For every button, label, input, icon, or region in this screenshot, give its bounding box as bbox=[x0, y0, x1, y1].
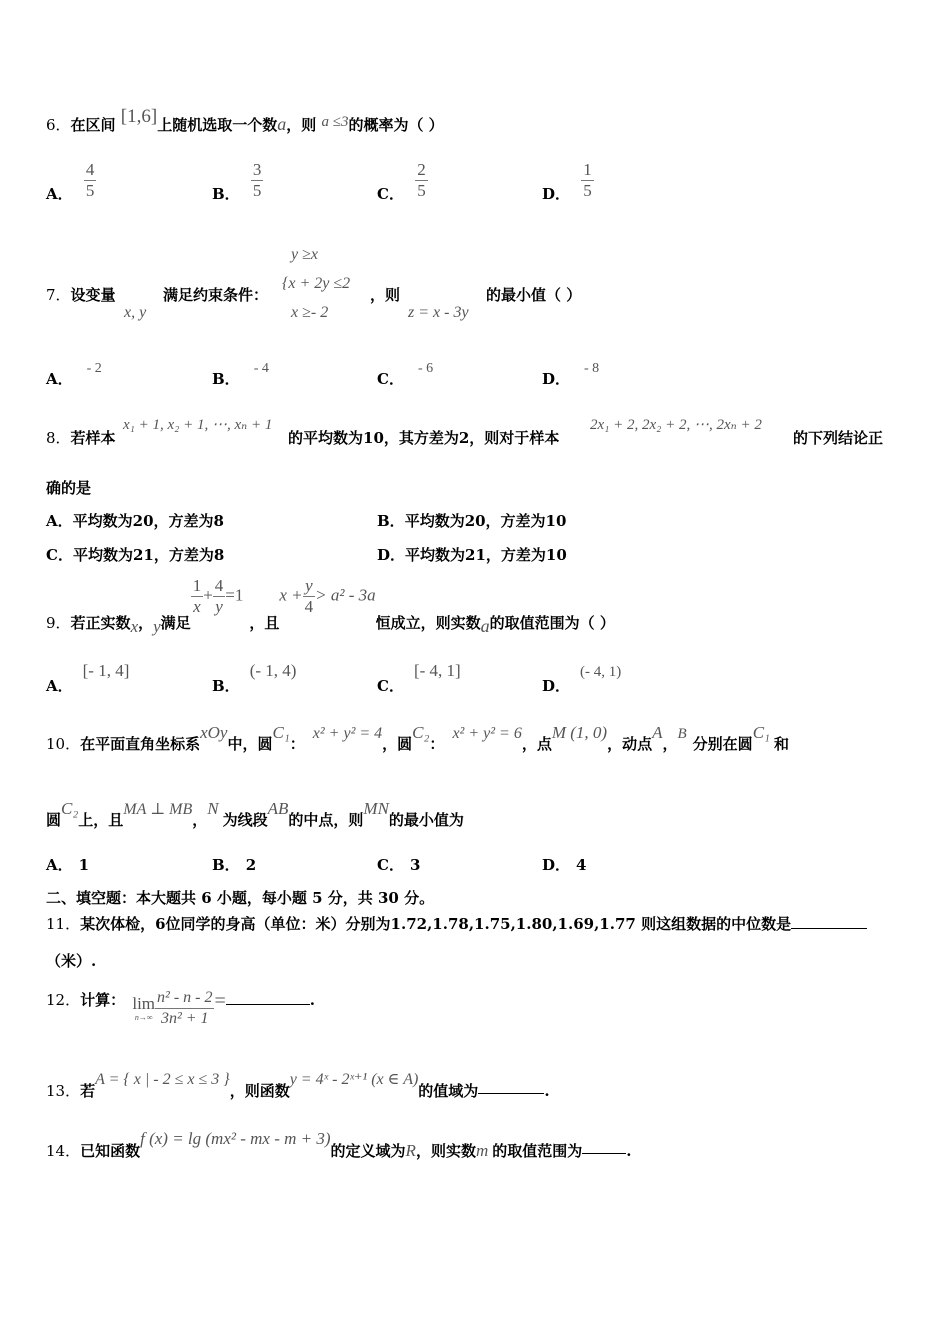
question-10-line-1: 10．在平面直角坐标系xOy中，圆C₁：x² + y² = 4，圆C₂：x² + y² = 6，点M (1, 0)，动点A，B分别在圆C₁和 bbox=[46, 723, 789, 753]
limit-operator: lim n→∞ bbox=[132, 994, 156, 1022]
q6-option-c[interactable]: C． $\frac{2}{5}$ bbox=[377, 160, 426, 203]
question-14: 14．已知函数f (x) = lg (mx² - mx - m + 3)的定义域为R，则实数m 的取值范围为 . bbox=[46, 1129, 632, 1160]
q9-option-d[interactable]: D．(- 4, 1) bbox=[542, 664, 622, 695]
q7-option-b[interactable]: B．- 4 bbox=[212, 361, 269, 388]
question-10-line-2: 圆C₂上，且MA ⊥ MB，N为线段AB的中点，则MN的最小值为 bbox=[46, 799, 464, 829]
fraction: $\frac{2}{5}$ bbox=[417, 160, 426, 200]
answer-blank[interactable] bbox=[226, 992, 310, 1005]
q10-option-b[interactable]: B． 2 bbox=[212, 856, 257, 874]
objective-function: z = x - 3y bbox=[408, 304, 469, 321]
answer-blank[interactable] bbox=[478, 1081, 544, 1094]
math-condition: a ≤3 bbox=[321, 114, 349, 130]
q10-option-c[interactable]: C． 3 bbox=[377, 856, 421, 874]
question-number: 8． bbox=[46, 429, 71, 447]
question-number: 11． bbox=[46, 915, 81, 933]
q9-option-a[interactable]: A．[- 1, 4] bbox=[46, 661, 130, 695]
sample-1: x₁ + 1, x₂ + 1, ⋯, xₙ + 1 bbox=[123, 417, 273, 433]
fraction: $\frac{4}{5}$ bbox=[85, 160, 95, 200]
fraction-4-over-y: $\frac{4}{y}$ bbox=[214, 576, 224, 616]
q7-option-c[interactable]: C．- 6 bbox=[377, 361, 434, 388]
question-number: 9． bbox=[46, 613, 71, 632]
question-12: 12．计算： lim n→∞ $\frac{\text{n² - n - 2}}{\text{3n² + 1}}$ = . bbox=[46, 989, 315, 1027]
question-11: 11．某次体检，6位同学的身高（单位：米）分别为1.72,1.78,1.75,1.80,1.69,1.77 则这组数据的中位数是 bbox=[46, 913, 867, 934]
q8-option-c[interactable]: C．平均数为21，方差为8 bbox=[46, 546, 225, 564]
question-number: 13． bbox=[46, 1082, 81, 1100]
fraction-1-over-x: $\frac{1}{x}$ bbox=[192, 576, 202, 616]
function-expression: y = 4ˣ - 2ˣ⁺¹ (x ∈ A) bbox=[289, 1071, 419, 1088]
q6-option-a[interactable]: A． $\frac{4}{5}$ bbox=[46, 160, 95, 203]
question-number: 7． bbox=[46, 286, 71, 304]
q8-option-b[interactable]: B．平均数为20，方差为10 bbox=[377, 512, 567, 530]
function-expression: f (x) = lg (mx² - mx - m + 3) bbox=[140, 1129, 331, 1148]
fraction-y-over-4: $\frac{y}{4}$ bbox=[304, 576, 314, 616]
constraint-3: x ≥- 2 bbox=[291, 304, 329, 321]
q8-option-d[interactable]: D．平均数为21，方差为10 bbox=[377, 546, 567, 564]
question-6: 6．在区间 [1,6]上随机选取一个数a，则 a ≤3的概率为（ ） bbox=[46, 106, 444, 134]
q9-option-c[interactable]: C．[- 4, 1] bbox=[377, 661, 461, 695]
question-number: 14． bbox=[46, 1142, 81, 1160]
q7-option-a[interactable]: A．- 2 bbox=[46, 361, 102, 388]
math-var: a bbox=[277, 114, 287, 134]
question-number: 6． bbox=[46, 116, 71, 134]
set-definition: A = { x | - 2 ≤ x ≤ 3 } bbox=[95, 1071, 230, 1088]
q10-option-d[interactable]: D． 4 bbox=[542, 856, 587, 874]
answer-blank[interactable] bbox=[791, 914, 867, 929]
question-9: 9．若正实数x，y满足 $\frac{1}{x}$ + $\frac{4}{y}$ =1，且x + $\frac{y}{4}$ > a² - 3a恒成立，则实数a的取值范围为（ ） bbox=[46, 576, 615, 636]
question-7: 7．设变量 bbox=[46, 286, 116, 304]
answer-blank[interactable] bbox=[582, 1141, 626, 1154]
fraction-limit: $\frac{\text{n² - n - 2}}{\text{3n² + 1}}$ bbox=[157, 989, 213, 1027]
math-interval: [1,6] bbox=[120, 106, 158, 127]
math-vars: x, y bbox=[124, 304, 147, 321]
question-8: 8．若样本 bbox=[46, 429, 116, 447]
constraint-1: y ≥x bbox=[291, 246, 318, 263]
question-13: 13．若A = { x | - 2 ≤ x ≤ 3 }，则函数y = 4ˣ - 2ˣ⁺¹ (x ∈ A)的值域为 . bbox=[46, 1071, 550, 1100]
sample-2: 2x₁ + 2, 2x₂ + 2, ⋯, 2xₙ + 2 bbox=[590, 417, 762, 433]
q9-option-b[interactable]: B．(- 1, 4) bbox=[212, 661, 297, 695]
q10-option-a[interactable]: A． 1 bbox=[46, 856, 90, 874]
q6-option-b[interactable]: B． $\frac{3}{5}$ bbox=[212, 160, 262, 203]
fraction: $\frac{1}{5}$ bbox=[583, 160, 592, 200]
q7-option-d[interactable]: D．- 8 bbox=[542, 361, 600, 388]
fraction: $\frac{3}{5}$ bbox=[252, 160, 262, 200]
question-number: 10． bbox=[46, 735, 81, 753]
constraint-2: {x + 2y ≤2 bbox=[282, 275, 351, 292]
section-heading: 二、填空题：本大题共 6 小题，每小题 5 分，共 30 分。 bbox=[46, 889, 435, 907]
q8-option-a[interactable]: A．平均数为20，方差为8 bbox=[46, 512, 224, 530]
q6-option-d[interactable]: D． $\frac{1}{5}$ bbox=[542, 160, 592, 203]
question-number: 12． bbox=[46, 990, 81, 1009]
